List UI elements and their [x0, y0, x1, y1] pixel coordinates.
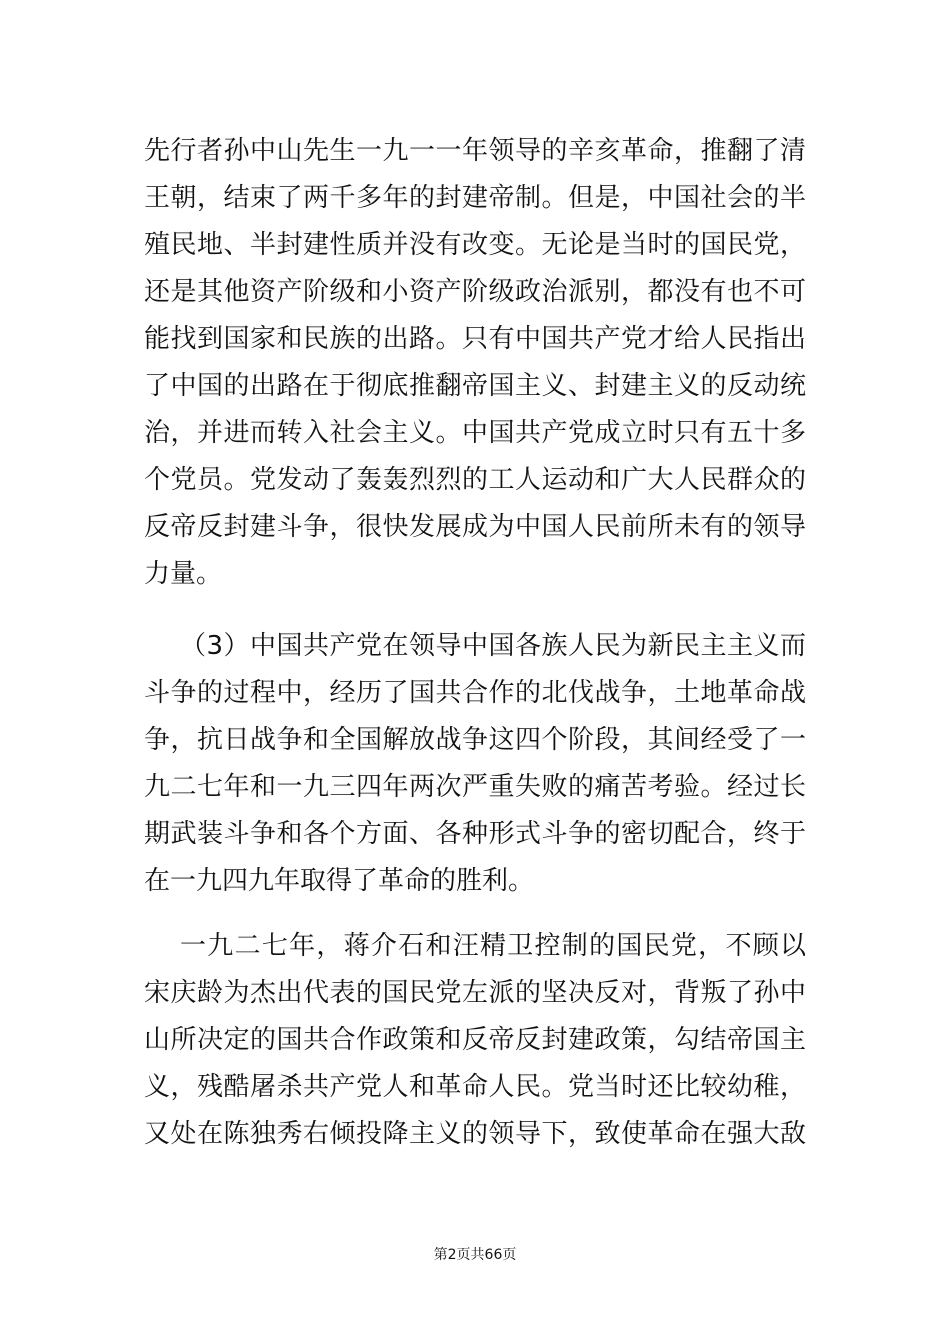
text-line: 先行者孙中山先生一九一一年领导的辛亥革命，推翻了清: [144, 136, 806, 166]
text-line: 能找到国家和民族的出路。只有中国共产党才给人民指出: [144, 324, 806, 354]
text-line: 争，抗日战争和全国解放战争这四个阶段，其间经受了一: [144, 725, 806, 755]
text-line: （3）中国共产党在领导中国各族人民为新民主主义而: [180, 631, 806, 661]
text-line: 反帝反封建斗争，很快发展成为中国人民前所未有的领导: [144, 512, 806, 542]
text-line: 殖民地、半封建性质并没有改变。无论是当时的国民党，: [144, 230, 806, 260]
page-number: 第2页共66页: [433, 1247, 517, 1263]
text-line: 力量。: [144, 559, 223, 589]
paragraph: [144, 623, 806, 905]
document-body: [144, 128, 806, 1158]
text-line: 个党员。党发动了轰轰烈烈的工人运动和广大人民群众的: [144, 465, 806, 495]
text-line: 一九二七年，蒋介石和汪精卫控制的国民党，不顾以: [180, 931, 806, 961]
text-line: 山所决定的国共合作政策和反帝反封建政策，勾结帝国主: [144, 1025, 806, 1055]
text-line: 了中国的出路在于彻底推翻帝国主义、封建主义的反动统: [144, 371, 806, 401]
text-line: 九二七年和一九三四年两次严重失败的痛苦考验。经过长: [144, 772, 806, 802]
text-line: 在一九四九年取得了革命的胜利。: [144, 866, 535, 896]
paragraph: [144, 128, 806, 598]
text-line: 期武装斗争和各个方面、各种形式斗争的密切配合，终于: [144, 819, 806, 849]
text-line: 还是其他资产阶级和小资产阶级政治派别，都没有也不可: [144, 277, 806, 307]
paragraph: [144, 923, 806, 1158]
text-line: 又处在陈独秀右倾投降主义的领导下，致使革命在强大敌: [144, 1119, 806, 1149]
text-line: 王朝，结束了两千多年的封建帝制。但是，中国社会的半: [144, 183, 806, 213]
text-line: 义，残酷屠杀共产党人和革命人民。党当时还比较幼稚，: [144, 1072, 806, 1102]
text-line: 宋庆龄为杰出代表的国民党左派的坚决反对，背叛了孙中: [144, 978, 806, 1008]
text-line: 斗争的过程中，经历了国共合作的北伐战争，土地革命战: [144, 678, 806, 708]
text-line: 治，并进而转入社会主义。中国共产党成立时只有五十多: [144, 418, 806, 448]
